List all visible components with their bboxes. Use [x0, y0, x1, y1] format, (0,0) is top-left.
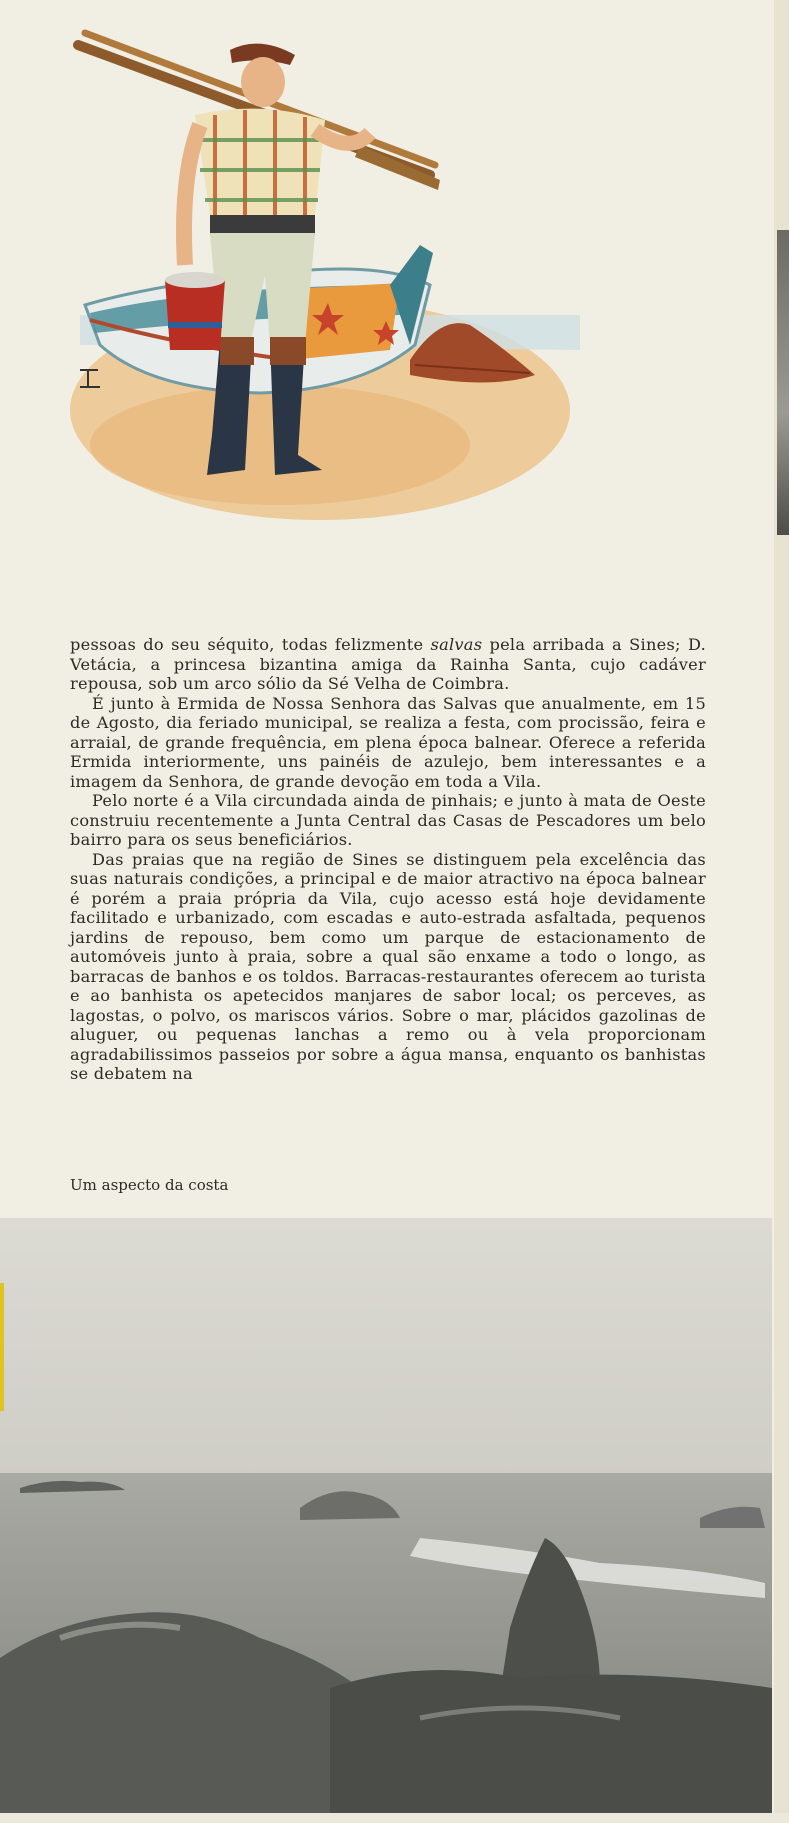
- edge-color-mark: [0, 1283, 4, 1411]
- article-paragraph-1: pessoas do seu séquito, todas felizmente salvas pela arribada a Sines; D. Vetácia, a princesa bizantina amiga da Rainha Santa, cujo cadáver repousa, sob um arco sólio da Sé Velha de Coimbra.: [70, 635, 706, 693]
- bucket-icon: [165, 280, 225, 350]
- emphasis-salvas: salvas: [430, 635, 483, 654]
- article-paragraph-2: É junto à Ermida de Nossa Senhora das Salvas que anualmente, em 15 de Agosto, dia feriado municipal, se realiza a festa, com procissão, feira e arraial, de grande frequência, em plena época balnear. Oferece a referida Ermida interiormente, uns painéis de azulejo, bem interessantes e a imagem da Senhora, de grande devoção em toda a Vila.: [70, 693, 706, 791]
- fisherman-illustration: [60, 15, 580, 520]
- article-body: [70, 635, 706, 1084]
- adjacent-page-photo-strip: [777, 230, 789, 535]
- article-paragraph-4: Das praias que na região de Sines se distinguem pela excelência das suas naturais condições, a principal e de maior atractivo na época balnear é porém a praia própria da Vila, cujo acesso está hoje devidamente facilitado e urbanizado, com escadas e auto-estrada asfaltada, pequenos jardins de repouso, bem como um parque de estacionamento de automóveis junto à praia, sobre a qual são enxame a todo o longo, as barracas de banhos e os toldos. Barracas-restaurantes oferecem ao turista e ao banhista os apetecidos manjares de sabor local; os perceves, as lagostas, o polvo, os mariscos vários. Sobre o mar, plácidos gazolinas de aluguer, ou pequenas lanchas a remo ou à vela proporcionam agradabilissimos passeios por sobre a água mansa, enquanto os banhistas se debatem na: [70, 849, 706, 1083]
- article-paragraph-3: Pelo norte é a Vila circundada ainda de pinhais; e junto à mata de Oeste construiu recentemente a Junta Central das Casas de Pescadores um belo bairro para os seus beneficiários.: [70, 791, 706, 849]
- coast-photo: [0, 1218, 772, 1813]
- foreground-rocks: [330, 1670, 772, 1813]
- photo-caption: Um aspecto da costa: [70, 1176, 229, 1194]
- page-bottom-edge: [0, 1813, 789, 1823]
